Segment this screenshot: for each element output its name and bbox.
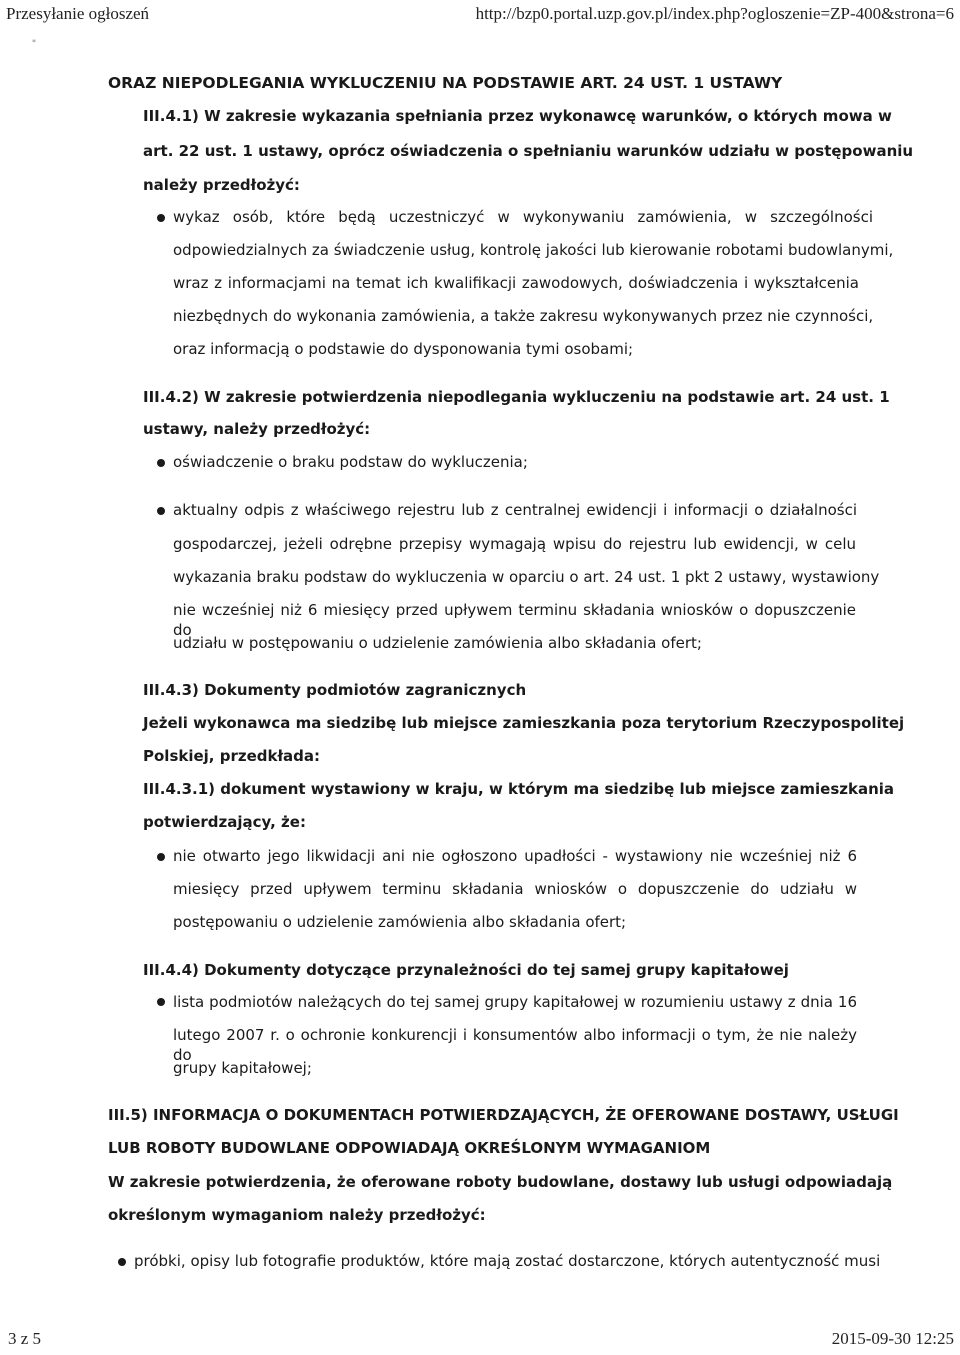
bullet-icon [157,459,165,467]
bullet-3-line4: nie wcześniej niż 6 miesięcy przed upływem terminu składania wniosków o dopuszczenie do [173,601,856,639]
bullet-icon [118,1258,126,1266]
section-iii-4-3-1-line1: III.4.3.1) dokument wystawiony w kraju, w którym ma siedzibę lub miejsce zamieszkania [143,780,895,798]
bullet-1-line5: oraz informacją o podstawie do dysponowania tymi osobami; [173,340,634,358]
bullet-6-line1: próbki, opisy lub fotografie produktów, które mają zostać dostarczone, których autentyczność musi [134,1252,881,1270]
section-iii-4-3-title: III.4.3) Dokumenty podmiotów zagranicznych [143,681,527,699]
page-header-title: Przesyłanie ogłoszeń [6,4,150,23]
bullet-1-line3: wraz z informacjami na temat ich kwalifikacji zawodowych, doświadczenia i wykształcenia [173,274,859,292]
section-iii-4-1-line1: III.4.1) W zakresie wykazania spełniania przez wykonawcę warunków, o których mowa w [143,107,892,125]
bullet-icon [157,998,165,1006]
page-header-url: http://bzp0.portal.uzp.gov.pl/index.php?ogloszenie=ZP-400&strona=6 [475,4,954,23]
bullet-3-line3: wykazania braku podstaw do wykluczenia w oparciu o art. 24 ust. 1 pkt 2 ustawy, wystawiony [173,568,880,586]
bullet-4-line3: postępowaniu o udzielenie zamówienia albo składania ofert; [173,913,627,931]
section-iii-5-line2: LUB ROBOTY BUDOWLANE ODPOWIADAJĄ OKREŚLONYM WYMAGANIOM [108,1139,711,1157]
scan-mark: * [32,38,36,47]
section-iii-4-4-title: III.4.4) Dokumenty dotyczące przynależności do tej samej grupy kapitałowej [143,961,789,979]
bullet-3-line2: gospodarczej, jeżeli odrębne przepisy wymagają wpisu do rejestru lub ewidencji, w celu [173,535,856,553]
bullet-icon [157,853,165,861]
bullet-3-line5: udziału w postępowaniu o udzielenie zamówienia albo składania ofert; [173,634,702,652]
section-iii-4-3-line2: Polskiej, przedkłada: [143,747,321,765]
bullet-3-line1: aktualny odpis z właściwego rejestru lub z centralnej ewidencji i informacji o działalności [173,501,857,519]
section-iii-4-3-1-line2: potwierdzający, że: [143,813,306,831]
section-iii-5-line3: W zakresie potwierdzenia, że oferowane roboty budowlane, dostawy lub usługi odpowiadają [108,1173,893,1191]
bullet-5-line3: grupy kapitałowej; [173,1059,312,1077]
bullet-icon [157,507,165,515]
section-iii-4-3-line1: Jeżeli wykonawca ma siedzibę lub miejsce zamieszkania poza terytorium Rzeczypospolitej [143,714,905,732]
section-iii-4-1-line2: art. 22 ust. 1 ustawy, oprócz oświadczenia o spełnianiu warunków udziału w postępowaniu [143,142,914,160]
section-iii-4-2-line1: III.4.2) W zakresie potwierdzenia niepodlegania wykluczeniu na podstawie art. 24 ust. 1 [143,388,890,406]
bullet-2-line1: oświadczenie o braku podstaw do wykluczenia; [173,453,528,471]
bullet-4-line2: miesięcy przed upływem terminu składania wniosków o dopuszczenie do udziału w [173,880,857,898]
bullet-1-line1: wykaz osób, które będą uczestniczyć w wykonywaniu zamówienia, w szczególności [173,208,873,226]
page-number: 3 z 5 [8,1329,42,1348]
section-iii-4-2-line2: ustawy, należy przedłożyć: [143,420,371,438]
bullet-1-line2: odpowiedzialnych za świadczenie usług, kontrolę jakości lub kierowanie robotami budowlanymi, [173,241,894,259]
section-iii-4-1-line3: należy przedłożyć: [143,176,300,194]
print-datetime: 2015-09-30 12:25 [831,1329,954,1348]
bullet-5-line1: lista podmiotów należących do tej samej grupy kapitałowej w rozumieniu ustawy z dnia 16 [173,993,857,1011]
section-iii-5-line4: określonym wymaganiom należy przedłożyć: [108,1206,486,1224]
bullet-5-line2: lutego 2007 r. o ochronie konkurencji i konsumentów albo informacji o tym, że nie należy do [173,1026,857,1064]
bullet-4-line1: nie otwarto jego likwidacji ani nie ogłoszono upadłości - wystawiony nie wcześniej niż 6 [173,847,857,865]
section-heading: ORAZ NIEPODLEGANIA WYKLUCZENIU NA PODSTAWIE ART. 24 UST. 1 USTAWY [108,74,783,92]
section-iii-5-line1: III.5) INFORMACJA O DOKUMENTACH POTWIERDZAJĄCYCH, ŻE OFEROWANE DOSTAWY, USŁUGI [108,1106,899,1124]
bullet-icon [157,214,165,222]
bullet-1-line4: niezbędnych do wykonania zamówienia, a także zakresu wykonywanych przez nie czynności, [173,307,874,325]
